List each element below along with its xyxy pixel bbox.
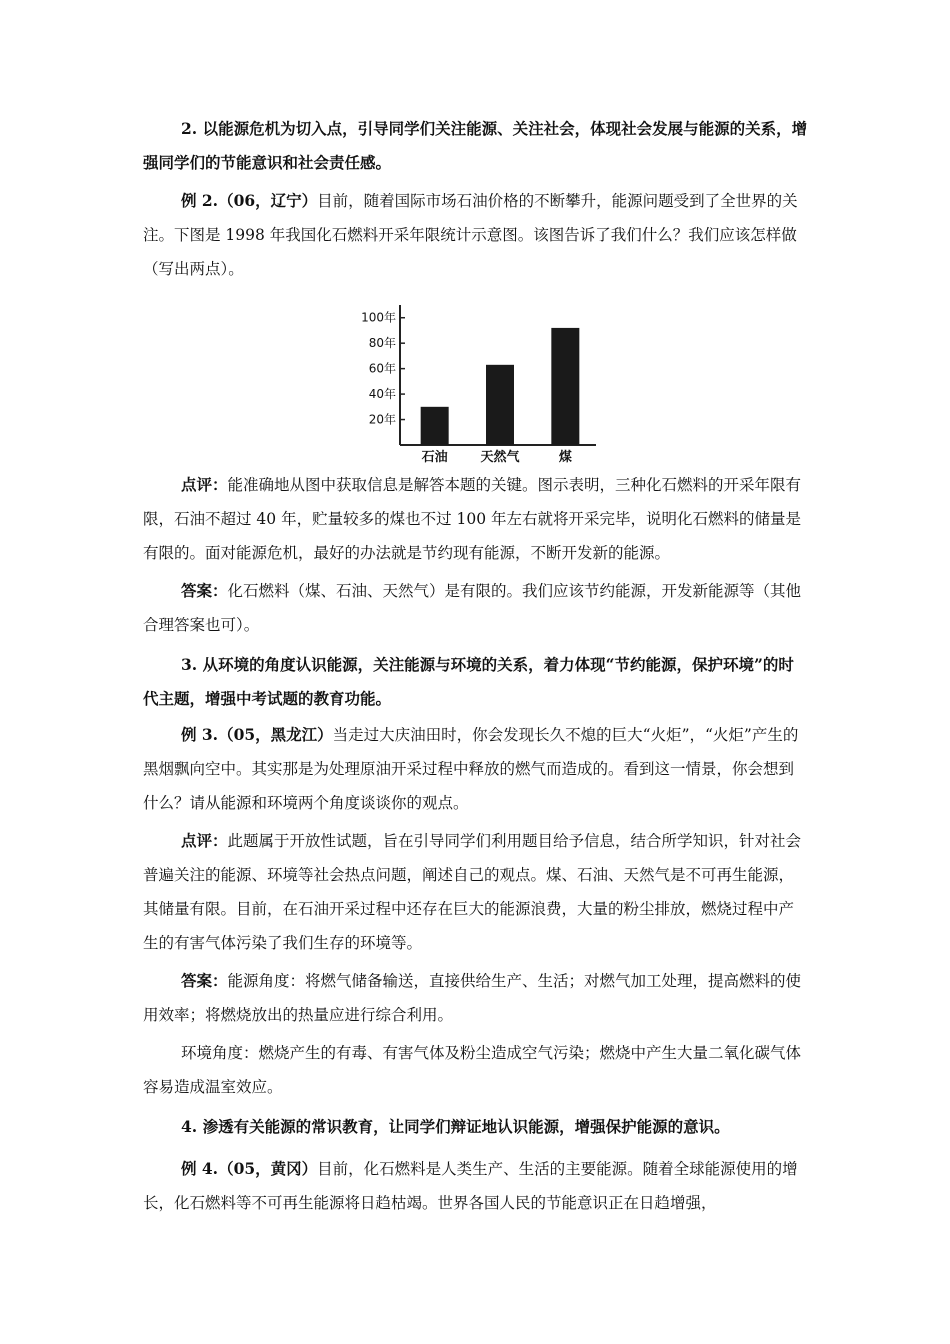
x-tick-label: 煤 (558, 450, 572, 465)
answer-3-text: 能源角度：将燃气储备输送，直接供给生产、生活；对燃气加工处理，提高燃料的使用效率；将燃烧放出的热量应进行综合利用。 (143, 972, 802, 1024)
bar-2 (551, 328, 579, 445)
fossil-fuel-bar-chart (350, 300, 610, 470)
section-3-heading: 3. 从环境的角度认识能源，关注能源与环境的关系，着力体现“节约能源，保护环境”的时代主题，增强中考试题的教育功能。 (143, 655, 794, 708)
example-2-text: 目前，随着国际市场石油价格的不断攀升，能源问题受到了全世界的关注。下图是 1998 年我国化石燃料开采年限统计示意图。该图告诉了我们什么？我们应该怎样做（写出两点）。 (143, 192, 798, 278)
example-3 (143, 718, 808, 820)
example-4 (143, 1152, 808, 1220)
comment-3-text: 此题属于开放性试题，旨在引导同学们利用题目给予信息，结合所学知识，针对社会普遍关注的能源、环境等社会热点问题，阐述自己的观点。煤、石油、天然气是不可再生能源，其储量有限。目前，在石油开采过程中还存在巨大的能源浪费，大量的粉尘排放，燃烧过程中产生的有害气体污染了我们生存的环境等。 (143, 832, 802, 952)
y-tick-label: 20年 (368, 412, 396, 427)
bar-0 (421, 407, 449, 445)
comment-2-text: 能准确地从图中获取信息是解答本题的关键。图示表明，三种化石燃料的开采年限有限，石油不超过 40 年，贮量较多的煤也不过 100 年左右就将开采完毕，说明化石燃料的储量是有限的。面对能源危机，最好的办法就是节约现有能源，不断开发新的能源。 (143, 476, 802, 562)
comment-3 (143, 824, 808, 960)
x-tick-label: 石油 (421, 450, 448, 465)
example-4-text: 目前，化石燃料是人类生产、生活的主要能源。随着全球能源使用的增长，化石燃料等不可再生能源将日趋枯竭。世界各国人民的节能意识正在日趋增强， (143, 1160, 798, 1212)
example-2-label: 例 2.（06，辽宁） (181, 191, 318, 210)
comment-2 (143, 468, 808, 570)
bar-1 (486, 365, 514, 445)
example-3-label: 例 3.（05，黑龙江） (181, 725, 333, 744)
section-4-heading: 4. 渗透有关能源的常识教育，让同学们辩证地认识能源，增强保护能源的意识。 (181, 1117, 730, 1136)
y-tick-label: 40年 (368, 387, 396, 402)
comment-2-label: 点评： (181, 475, 228, 494)
y-tick-label: 60年 (368, 361, 396, 376)
comment-3-label: 点评： (181, 831, 228, 850)
answer-2 (143, 574, 808, 642)
y-tick-label: 100年 (361, 310, 396, 325)
answer-3-env: 环境角度：燃烧产生的有毒、有害气体及粉尘造成空气污染；燃烧中产生大量二氧化碳气体容易造成温室效应。 (143, 1044, 802, 1096)
answer-3 (143, 964, 808, 1032)
answer-2-text: 化石燃料（煤、石油、天然气）是有限的。我们应该节约能源，开发新能源等（其他合理答案也可）。 (143, 582, 802, 634)
example-4-label: 例 4.（05，黄冈） (181, 1159, 318, 1178)
example-3-text: 当走过大庆油田时，你会发现长久不熄的巨大“火炬”，“火炬”产生的黑烟飘向空中。其实那是为处理原油开采过程中释放的燃气而造成的。看到这一情景，你会想到什么？请从能源和环境两个角度谈谈你的观点。 (143, 726, 799, 812)
answer-3-label: 答案： (181, 971, 228, 990)
answer-2-label: 答案： (181, 581, 228, 600)
y-tick-label: 80年 (368, 336, 396, 351)
x-tick-label: 天然气 (480, 450, 520, 465)
section-2-heading: 2. 以能源危机为切入点，引导同学们关注能源、关注社会，体现社会发展与能源的关系，增强同学们的节能意识和社会责任感。 (143, 119, 808, 172)
example-2 (143, 184, 808, 286)
